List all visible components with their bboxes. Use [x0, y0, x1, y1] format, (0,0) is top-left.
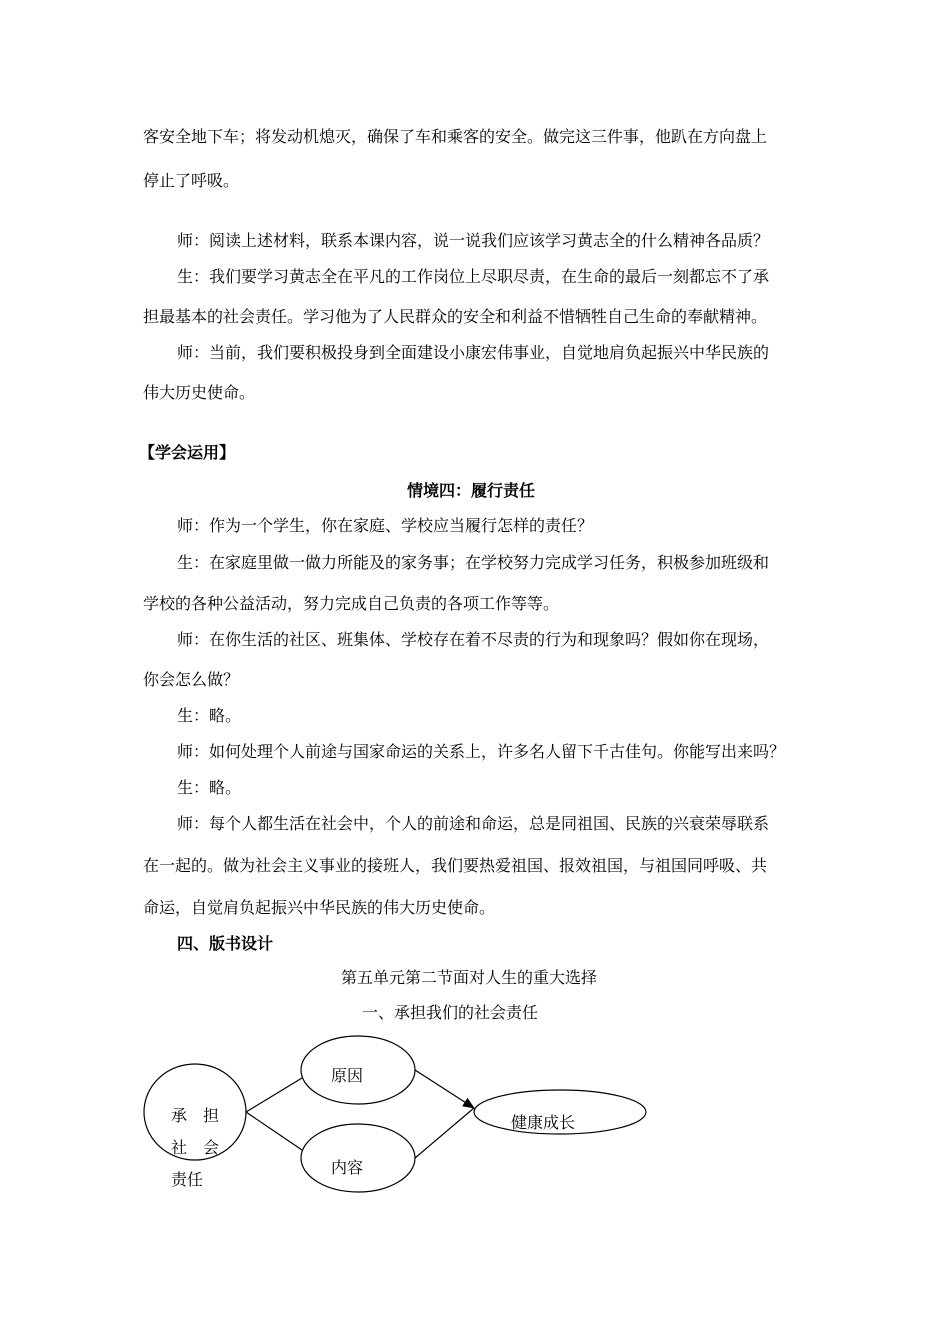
paragraph-line: 停止了呼吸。 [143, 171, 240, 190]
dialogue-line: 学校的各种公益活动，努力完成自己负责的各项工作等等。 [143, 594, 560, 613]
edge-left-to-bottom [246, 1112, 302, 1150]
paragraph-line: 生：我们要学习黄志全在平凡的工作岗位上尽职尽责，在生命的最后一刻都忘不了承 [177, 267, 770, 286]
dialogue-line: 师：作为一个学生，你在家庭、学校应当履行怎样的责任？ [177, 516, 594, 535]
left-node-label: 责任 [171, 1170, 204, 1189]
left-node-label: 承 担 [171, 1106, 220, 1125]
dialogue-line: 生：在家庭里做一做力所能及的家务事；在学校努力完成学习任务，积极参加班级和 [177, 553, 770, 572]
board-subtitle: 一、承担我们的社会责任 [362, 1003, 539, 1022]
dialogue-line: 生：略。 [177, 778, 242, 797]
board-title: 第五单元第二节面对人生的重大选择 [341, 968, 598, 987]
dialogue-line: 师：每个人都生活在社会中，个人的前途和命运，总是同祖国、民族的兴衰荣辱联系 [177, 814, 770, 833]
left-node-label: 社 会 [171, 1138, 220, 1157]
dialogue-line: 师：在你生活的社区、班集体、学校存在着不尽责的行为和现象吗？假如你在现场， [177, 630, 770, 649]
paragraph-line: 师：当前，我们要积极投身到全面建设小康宏伟事业，自觉地肩负起振兴中华民族的 [177, 343, 770, 362]
top-node-label: 原因 [331, 1066, 364, 1085]
edge-left-to-top [246, 1078, 302, 1112]
paragraph-line: 客安全地下车；将发动机熄灭，确保了车和乘客的安全。做完这三件事，他趴在方向盘上 [143, 127, 768, 146]
dialogue-line: 你会怎么做？ [143, 670, 240, 689]
arrow-top-to-right [415, 1070, 474, 1108]
scenario-title: 情境四：履行责任 [407, 481, 536, 500]
paragraph-line: 担最基本的社会责任。学习他为了人民群众的安全和利益不惜牺牲自己生命的奉献精神。 [143, 307, 768, 326]
paragraph-line: 伟大历史使命。 [143, 383, 256, 402]
bottom-node-label: 内容 [331, 1158, 364, 1177]
right-node-label: 健康成长 [511, 1113, 576, 1132]
dialogue-line: 在一起的。做为社会主义事业的接班人，我们要热爱祖国、报效祖国，与祖国同呼吸、共 [143, 856, 768, 875]
dialogue-line: 师：如何处理个人前途与国家命运的关系上，许多名人留下千古佳句。你能写出来吗？ [177, 742, 786, 761]
section-heading: 【学会运用】 [139, 443, 236, 462]
arrow-bottom-to-right [415, 1108, 474, 1158]
board-heading: 四、版书设计 [177, 934, 274, 953]
dialogue-line: 命运，自觉肩负起振兴中华民族的伟大历史使命。 [143, 898, 496, 917]
dialogue-line: 生：略。 [177, 706, 242, 725]
paragraph-line: 师：阅读上述材料，联系本课内容，说一说我们应该学习黄志全的什么精神各品质？ [177, 231, 770, 250]
